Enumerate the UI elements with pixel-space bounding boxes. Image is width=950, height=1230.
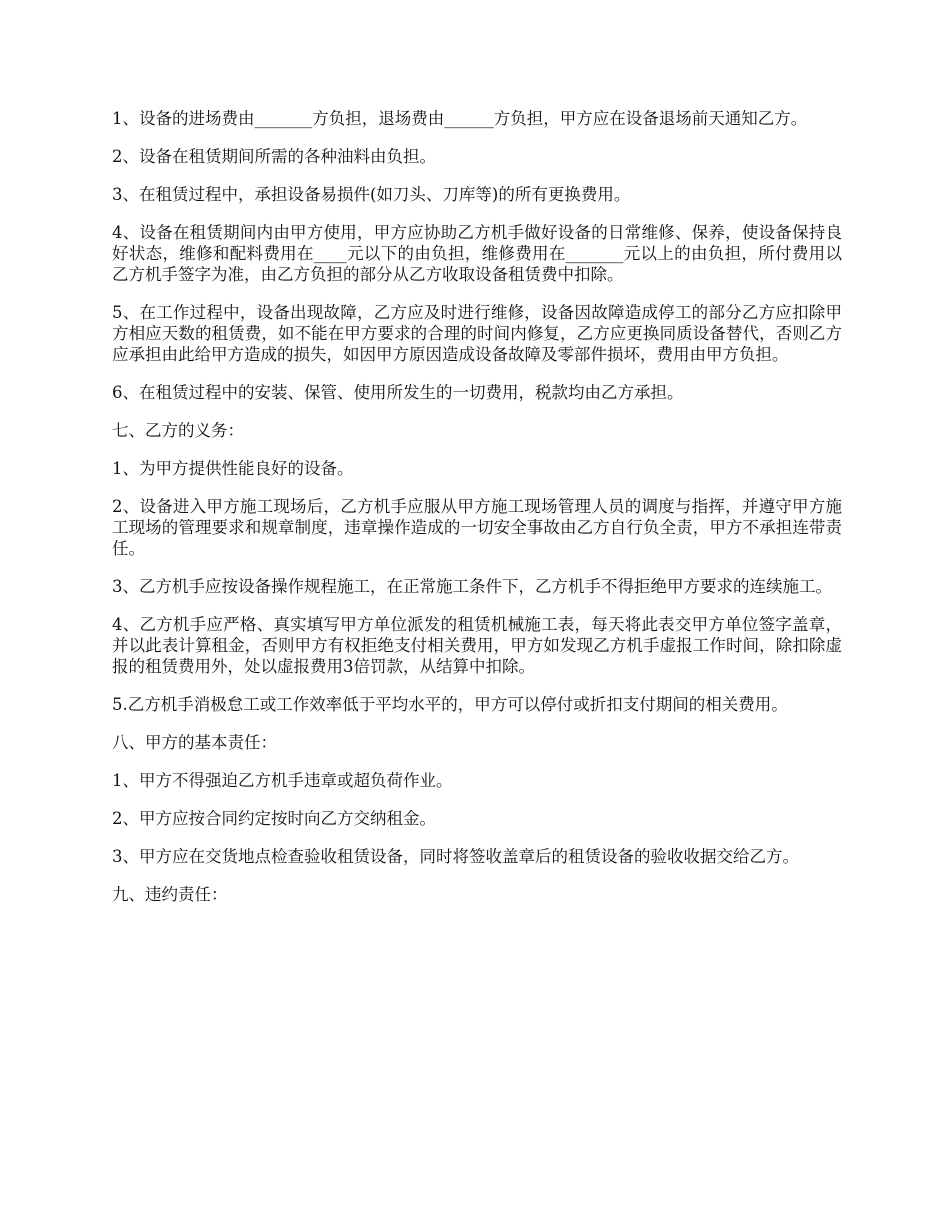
paragraph-operating-procedures: 3、乙方机手应按设备操作规程施工，在正常施工条件下，乙方机手不得拒绝甲方要求的连续施工。 bbox=[112, 577, 832, 596]
section-heading-breach-liability: 九、违约责任： bbox=[112, 885, 228, 904]
paragraph-work-record: 4、乙方机手应严格、真实填写甲方单位派发的租赁机械施工表，每天将此表交甲方单位签字盖章，并以此表计算租金，否则甲方有权拒绝支付相关费用，甲方如发现乙方机手虚报工作时间，除扣除虚报的租赁费用外，处以虚报费用3倍罚款，从结算中扣除。 bbox=[112, 615, 842, 676]
paragraph-provide-equipment: 1、为甲方提供性能良好的设备。 bbox=[112, 459, 354, 478]
paragraph-site-rules: 2、设备进入甲方施工现场后，乙方机手应服从甲方施工现场管理人员的调度与指挥，并遵守甲方施工现场的管理要求和规章制度，违章操作造成的一切安全事故由乙方自行负全责，甲方不承担连带责任。 bbox=[112, 497, 842, 558]
paragraph-installation-costs: 6、在租赁过程中的安装、保管、使用所发生的一切费用，税款均由乙方承担。 bbox=[112, 383, 684, 402]
paragraph-breakdown: 5、在工作过程中，设备出现故障，乙方应及时进行维修，设备因故障造成停工的部分乙方应扣除甲方相应天数的租赁费，如不能在甲方要求的合理的时间内修复，乙方应更换同质设备替代，否则乙方应承担由此给甲方造成的损失，如因甲方原因造成设备故障及零部件损坏，费用由甲方负担。 bbox=[112, 303, 842, 364]
paragraph-work-efficiency: 5.乙方机手消极怠工或工作效率低于平均水平的，甲方可以停付或折扣支付期间的相关费用。 bbox=[112, 695, 788, 714]
paragraph-wear-parts: 3、在租赁过程中，承担设备易损件(如刀头、刀库等)的所有更换费用。 bbox=[112, 185, 631, 204]
paragraph-acceptance: 3、甲方应在交货地点检查验收租赁设备，同时将签收盖章后的租赁设备的验收收据交给乙方。 bbox=[112, 847, 799, 866]
document-body bbox=[112, 108, 842, 922]
paragraph-no-forced-overload: 1、甲方不得强迫乙方机手违章或超负荷作业。 bbox=[112, 771, 453, 790]
paragraph-fuel-cost: 2、设备在租赁期间所需的各种油料由负担。 bbox=[112, 147, 436, 166]
paragraph-equipment-entry-fee: 1、设备的进场费由_______方负担，退场费由______方负担，甲方应在设备退场前天通知乙方。 bbox=[112, 109, 808, 128]
section-heading-party-a-responsibilities: 八、甲方的基本责任： bbox=[112, 733, 277, 752]
paragraph-maintenance: 4、设备在租赁期间内由甲方使用，甲方应协助乙方机手做好设备的日常维修、保养，使设备保持良好状态，维修和配料费用在____元以下的由负担，维修费用在_______元以上的由负担，所付费用以乙方机手签字为准，由乙方负担的部分从乙方收取设备租赁费中扣除。 bbox=[112, 223, 842, 284]
section-heading-party-b-obligations: 七、乙方的义务： bbox=[112, 421, 244, 440]
paragraph-pay-rent: 2、甲方应按合同约定按时向乙方交纳租金。 bbox=[112, 809, 436, 828]
